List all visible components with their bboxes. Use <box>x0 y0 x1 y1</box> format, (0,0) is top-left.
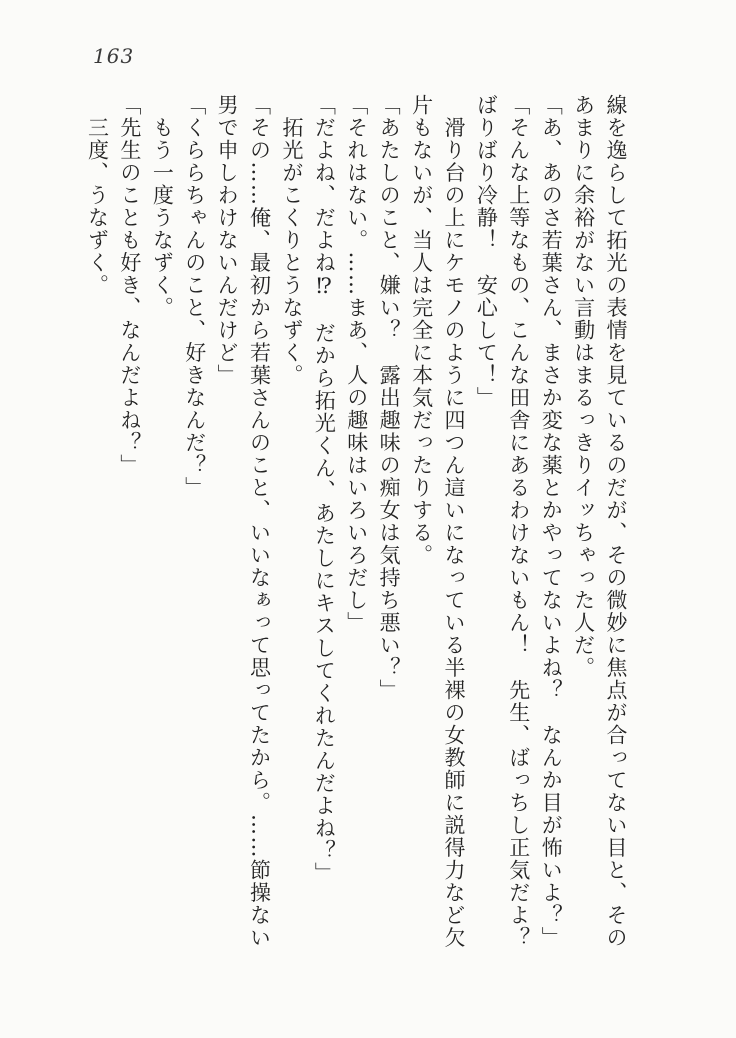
paragraph: 「それはない。……まあ、人の趣味はいろいろだし」 <box>344 94 369 634</box>
paragraph: もう一度うなずく。 <box>150 94 175 319</box>
paragraph: 三度、うなずく。 <box>85 94 110 297</box>
paragraph: 「くららちゃんのこと、好きなんだ？」 <box>182 94 207 499</box>
paragraph: 「だよね、だよね⁉ だから拓光くん、あたしにキスしてくれたんだよね？」 <box>312 94 337 885</box>
text-area <box>81 94 632 954</box>
paragraph: 「そんな上等なもの、こんな田舎にあるわけないもん！ 先生、ばっちし正気だよ？ばりばり冷静！ 安心して！」 <box>474 94 531 949</box>
paragraph: 「その……俺、最初から若葉さんのこと、いいなぁって思ってたから。……節操ない男で申しわけないんだけど」 <box>215 94 272 949</box>
paragraph: 拓光がこくりとうなずく。 <box>279 94 304 387</box>
page-number: 163 <box>93 44 135 68</box>
paragraph: 滑り台の上にケモノのように四つん這いになっている半裸の女教師に説得力など欠片もないが、当人は完全に本気だったりする。 <box>409 94 466 949</box>
paragraph: 「あたしのこと、嫌い？ 露出趣味の痴女は気持ち悪い？」 <box>377 94 402 702</box>
paragraph: 「先生のことも好き、なんだよね？」 <box>117 94 142 477</box>
paragraph: 「あ、あのさ若葉さん、まさか変な薬とかやってないよね？ なんか目が怖いよ？」 <box>539 94 564 949</box>
paragraph: 線を逸らして拓光の表情を見ているのだが、その微妙に焦点が合ってない目と、そのあまりに余裕がない言動はまるっきりイッちゃった人だ。 <box>571 94 628 949</box>
